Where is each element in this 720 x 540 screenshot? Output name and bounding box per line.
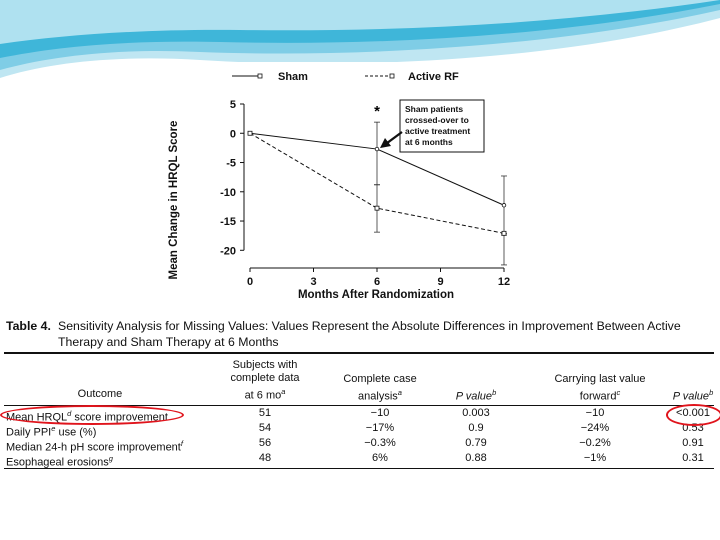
x-tick-label: 9	[437, 276, 444, 288]
x-axis-title: Months After Randomization	[297, 289, 455, 301]
cell-outcome: Median 24-h pH score improvement$^f$	[6, 439, 183, 454]
header-complete-case: Complete case analysis$^a$	[343, 373, 417, 403]
x-tick-label: 3	[310, 276, 317, 288]
header-subjects: Subjects with complete data at 6 $mo^a$	[230, 359, 300, 402]
highlight-ellipse-outcome	[0, 405, 184, 425]
cell-outcome: Esophageal erosions$^g$	[6, 454, 113, 469]
x-tick-label: 12	[497, 276, 511, 288]
hrql-line-chart	[160, 62, 520, 306]
cell-subjects: 48	[258, 452, 272, 464]
sensitivity-table	[0, 312, 720, 540]
table-caption-label: Table 4.	[6, 319, 51, 333]
cell-carry: −1%	[583, 452, 607, 464]
cell-p: 0.003	[462, 407, 490, 419]
legend-label-sham: Sham	[278, 71, 308, 83]
callout-text: active treatment	[405, 126, 471, 136]
cell-p: 0.9	[468, 422, 484, 434]
data-point-sham	[502, 203, 506, 207]
y-tick-label: 0	[229, 128, 236, 141]
cell-subjects: 56	[258, 437, 272, 449]
cell-complete: −0.3%	[364, 437, 396, 449]
cell-carry: −24%	[580, 422, 610, 434]
cell-carry: −0.2%	[579, 437, 611, 449]
y-tick-label: -10	[220, 186, 236, 199]
header-p-value-2: P value$^b$	[672, 388, 714, 403]
chart-legend	[232, 71, 459, 83]
callout-text: Sham patients	[405, 104, 464, 114]
y-axis-title: Mean Change in HRQL Score	[168, 120, 180, 280]
data-point-active-rf	[375, 206, 379, 210]
callout-text: crossed-over to	[405, 115, 469, 125]
cell-p2: <0.001	[676, 407, 710, 419]
header-outcome: Outcome	[77, 388, 123, 400]
table-top-rule	[4, 352, 714, 354]
header-p-value: P value$^b$	[455, 388, 497, 403]
cell-carry: −10	[585, 407, 605, 419]
y-tick-label: -15	[220, 216, 236, 229]
chart-annotations	[374, 100, 484, 152]
cell-p: 0.79	[465, 437, 487, 449]
y-tick-label: 5	[229, 99, 236, 111]
callout-text: at 6 months	[405, 137, 453, 147]
x-tick-label: 6	[373, 276, 381, 288]
data-point-active-rf	[502, 231, 506, 235]
cell-p: 0.88	[465, 452, 487, 464]
cell-complete: 6%	[372, 452, 388, 464]
annotation-star: *	[374, 103, 380, 121]
data-point-sham	[375, 147, 379, 151]
cell-complete: −17%	[365, 422, 395, 434]
data-point-active-rf	[248, 131, 252, 135]
table-caption	[6, 318, 712, 350]
cell-complete: −10	[370, 407, 390, 419]
cell-p2: 0.53	[682, 422, 704, 434]
cell-p2: 0.31	[682, 452, 704, 464]
x-tick-label: 0	[246, 276, 254, 288]
y-tick-label: -20	[220, 245, 236, 258]
header-carrying-forward: Carrying last value forward$^c$	[554, 373, 646, 403]
cell-p2: 0.91	[682, 437, 704, 449]
callout-arrow-head	[380, 138, 391, 148]
cell-outcome: Mean HRQL$^d$ score improvement	[6, 409, 168, 424]
cell-subjects: 51	[258, 407, 272, 419]
cell-outcome: Daily PPI$^e$ use (%)	[6, 424, 97, 439]
highlight-ellipse-pvalue	[666, 404, 720, 426]
table-caption-text: Sensitivity Analysis for Missing Values: Values Represent the Absolute Differences in Improvement Between Active Therapy and Sham Therapy at 6 Months	[58, 319, 681, 349]
cell-subjects: 54	[258, 422, 272, 434]
legend-label-active-rf: Active RF	[408, 71, 459, 83]
y-tick-label: -5	[226, 157, 236, 170]
